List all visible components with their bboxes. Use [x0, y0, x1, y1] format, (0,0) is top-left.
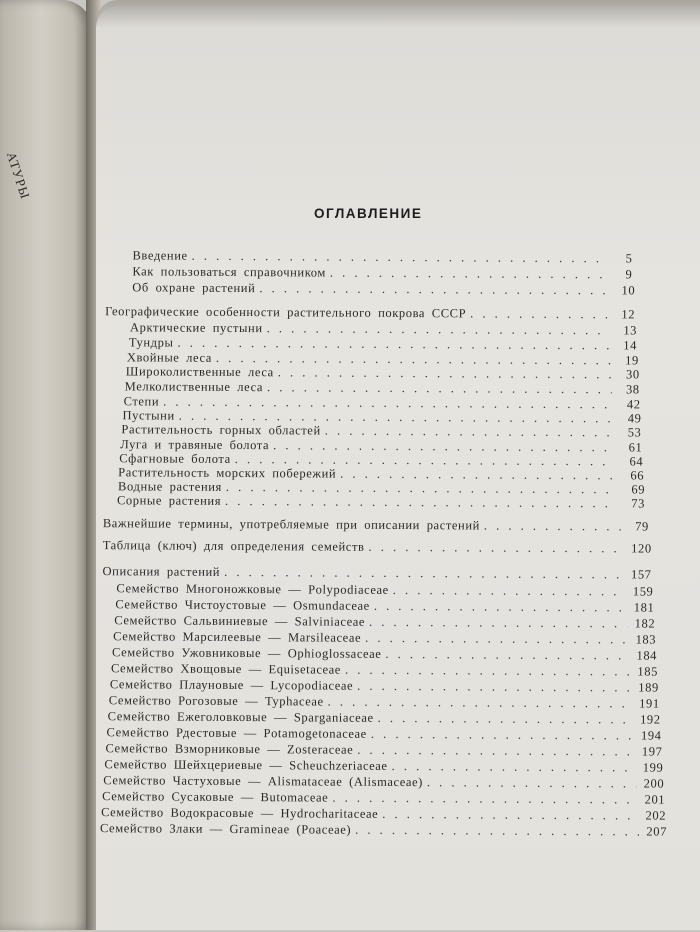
- toc-entry-page: 66: [630, 468, 645, 483]
- toc-entry: [132, 264, 632, 282]
- toc-entry-label: Семейство Рдестовые — Potamogetonaceae: [106, 725, 367, 741]
- toc-entry-label: Семейство Марсилеевые — Marsileaceae: [113, 629, 362, 645]
- toc-entry-label: Широколиственные леса: [125, 364, 274, 380]
- toc-entry-label: Луга и травяные болота: [120, 437, 270, 453]
- toc-entry-label: Пустыни: [122, 408, 175, 423]
- toc-entry-page: 197: [641, 744, 663, 759]
- toc-entry: [132, 248, 632, 266]
- toc-entry-label: Степи: [123, 394, 160, 409]
- dot-leader: [382, 807, 638, 824]
- toc-entry-label: Семейство Рогозовые — Typhaceae: [108, 693, 324, 709]
- toc-entry-label: Семейство Частуховые — Alismataceae (Alismaceae): [103, 773, 423, 790]
- toc-entry-label: Водные растения: [118, 479, 222, 494]
- toc-entry-label: Семейство Хвощовые — Equisetaceae: [110, 661, 342, 677]
- toc-entry-label: Важнейшие термины, употребляемые при описании растений: [102, 516, 480, 533]
- toc-entry-page: 182: [634, 616, 656, 631]
- dot-leader: [357, 679, 631, 696]
- toc-entry-page: 191: [639, 696, 660, 711]
- toc-entry-label: Семейство Сусаковые — Butomaceae: [102, 789, 329, 805]
- toc-entry-page: 200: [643, 776, 665, 791]
- toc-entry-page: 183: [635, 632, 657, 647]
- toc-entry-page: 61: [628, 440, 643, 455]
- toc-entry-page: 185: [637, 664, 658, 679]
- toc-entry-page: 157: [630, 567, 652, 582]
- toc-entry-label: Семейство Водокрасовые — Hydrocharitaceae: [101, 805, 379, 821]
- toc-entry-page: 30: [626, 367, 640, 382]
- toc-entry-label: Мелколиственные леса: [124, 379, 264, 395]
- toc-entry-page: 184: [636, 648, 658, 663]
- toc-entry-label: Хвойные леса: [126, 350, 213, 365]
- dot-leader: [259, 281, 607, 298]
- dot-leader: [371, 727, 634, 744]
- toc-entry-label: Семейство Взморниковые — Zosteraceae: [105, 741, 354, 757]
- toc-entry-label: Сфагновые болота: [119, 451, 231, 466]
- toc-entry-page: 9: [625, 267, 633, 282]
- toc-entry: [117, 493, 645, 511]
- toc-entry-label: Введение: [132, 248, 188, 263]
- dot-leader: [224, 565, 624, 582]
- toc-entry-label: Семейство Чистоустовые — Osmundaceae: [115, 597, 370, 613]
- toc-entry-page: 202: [645, 808, 667, 823]
- dot-leader: [385, 647, 629, 663]
- toc-entry-label: Географические особенности растительного покрова СССР: [105, 304, 467, 321]
- toc-entry-page: 19: [625, 353, 639, 368]
- toc-entry: [103, 564, 652, 582]
- toc-entry-label: Семейство Ежеголовковые — Sparganiaceae: [107, 709, 374, 725]
- toc-entry-label: Семейство Сальвиниевые — Salviniaceae: [114, 613, 366, 629]
- dot-leader: [357, 743, 634, 760]
- toc-entry-page: 64: [629, 454, 644, 469]
- toc-entry-page: 42: [626, 397, 641, 412]
- toc-entry-page: 49: [627, 411, 642, 426]
- toc-entry-label: Тундры: [128, 335, 174, 350]
- dot-leader: [378, 711, 633, 728]
- page-title: ОГЛАВЛЕНИЕ: [314, 206, 423, 221]
- toc-entry-label: Растительность горных областей: [121, 422, 321, 438]
- toc-entry-page: 79: [635, 519, 649, 534]
- toc-entry-label: Семейство Шейхцериевые — Scheuchzeriaceae: [104, 757, 388, 773]
- dot-leader: [225, 494, 617, 511]
- toc-entry-label: Об охране растений: [132, 280, 256, 296]
- dot-leader: [332, 791, 637, 808]
- toc-entry-page: 194: [640, 728, 662, 743]
- toc-entry-page: 189: [638, 680, 659, 695]
- toc-entry-label: Семейство Злаки — Gramineae (Poaceae): [99, 821, 352, 837]
- dot-leader: [392, 759, 636, 775]
- toc-entry-label: Таблица (ключ) для определения семейств: [102, 538, 365, 554]
- dot-leader: [365, 631, 628, 648]
- dot-leader: [192, 249, 605, 267]
- toc-entry: [103, 538, 652, 556]
- dot-leader: [369, 615, 627, 632]
- toc-entry-page: 120: [631, 541, 652, 556]
- dot-leader: [328, 695, 632, 712]
- toc-entry-label: Арктические пустыни: [130, 320, 263, 336]
- toc-entry: [132, 280, 635, 298]
- toc-entry-label: Семейство Плауновые — Lycopodiaceae: [109, 677, 354, 693]
- toc-entry: [103, 516, 649, 534]
- toc-entry-page: 73: [631, 496, 646, 511]
- toc-entry-page: 12: [621, 307, 636, 322]
- toc-entry-page: 159: [632, 584, 654, 599]
- toc-entry-page: 13: [623, 323, 638, 338]
- toc-entry-page: 69: [631, 482, 646, 497]
- toc-entry-label: Семейство Ужовниковые — Ophioglossaceae: [112, 645, 382, 661]
- dot-leader: [470, 306, 607, 322]
- toc-entry-page: 53: [627, 425, 642, 440]
- toc-entry-page: 10: [621, 283, 636, 298]
- dot-leader: [325, 424, 614, 441]
- dot-leader: [374, 599, 627, 616]
- toc-entry-page: 5: [625, 251, 633, 266]
- dot-leader: [355, 823, 639, 840]
- dot-leader: [368, 540, 623, 557]
- toc-entry-label: Семейство Многоножковые — Polypodiaceae: [116, 581, 389, 597]
- dot-leader: [393, 583, 626, 599]
- dot-leader: [330, 266, 605, 283]
- toc-entry-page: 201: [644, 792, 666, 807]
- toc-entry-page: 38: [625, 382, 640, 397]
- toc-entry: [100, 821, 667, 839]
- dot-leader: [484, 519, 621, 535]
- toc-entry-page: 207: [646, 824, 668, 839]
- toc-entry-label: Растительность морских побережий: [118, 465, 337, 481]
- toc-entry-page: 199: [642, 760, 664, 775]
- toc-entry-label: Как пользоваться справочником: [132, 264, 326, 280]
- toc-entry-page: 181: [633, 600, 655, 615]
- dot-leader: [345, 663, 630, 680]
- toc-entry-label: Описания растений: [102, 564, 221, 579]
- toc-entry-page: 192: [640, 712, 661, 727]
- left-page-text-fragment: АТУРЫ: [3, 150, 34, 202]
- toc-entry-label: Сорные растения: [116, 493, 222, 508]
- dot-leader: [427, 775, 636, 791]
- toc-entry-page: 14: [623, 338, 637, 353]
